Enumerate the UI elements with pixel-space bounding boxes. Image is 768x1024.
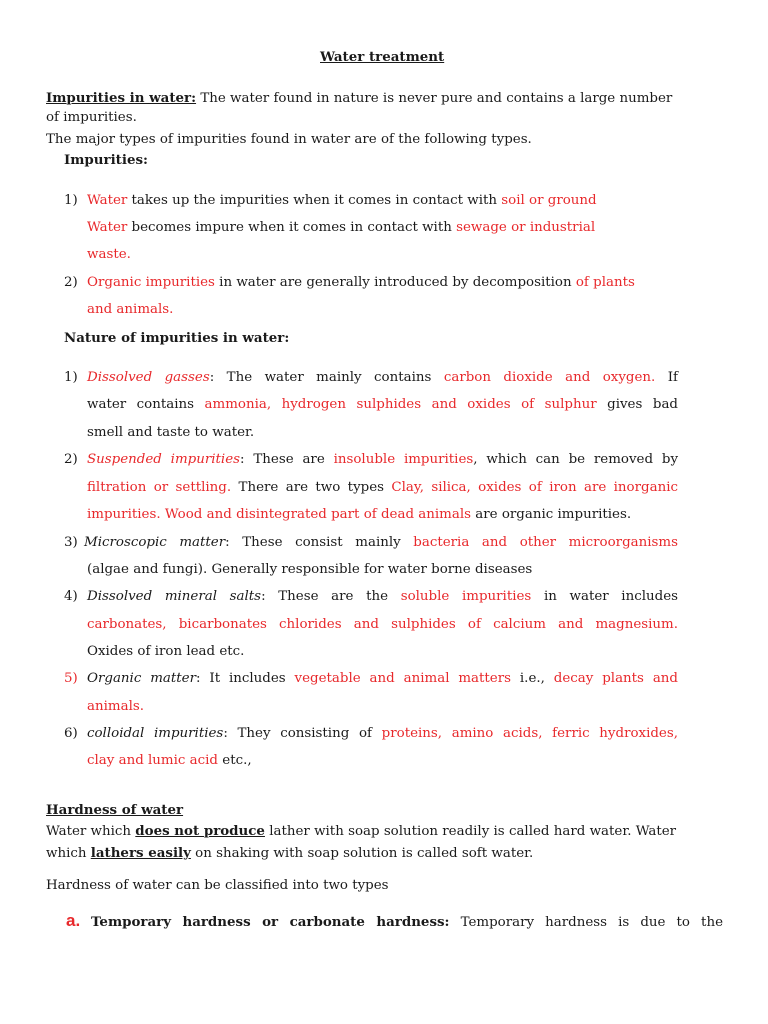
text-segment: (algae and fungi). Generally responsible for water borne diseases — [87, 562, 533, 577]
text-segment: : The water mainly contains — [209, 370, 444, 385]
text-segment: are organic impurities. — [471, 507, 632, 522]
impurity-1-line-1 — [87, 192, 597, 210]
text-segment: colloidal impurities — [87, 726, 224, 741]
text-segment: filtration or settling. — [87, 480, 232, 495]
text-segment: smell and taste to water. — [87, 425, 255, 440]
nature-2-line-1 — [87, 451, 678, 469]
text-segment: gives bad — [596, 397, 678, 412]
text-segment: soil or ground — [501, 193, 597, 208]
nature-3-line-2 — [87, 561, 532, 579]
text-segment: and animals. — [87, 302, 174, 317]
text-segment: in water includes — [531, 589, 678, 604]
text-segment: , which can be removed by — [473, 452, 679, 467]
hardness-line-2 — [46, 844, 533, 863]
text-segment: Dissolved mineral salts — [87, 589, 262, 604]
text-segment: soluble impurities — [400, 589, 532, 604]
text-segment: impurities. Wood and disintegrated part of dead animals — [87, 507, 472, 522]
text-segment: vegetable and animal matters — [294, 671, 512, 686]
text-segment: insoluble impurities — [333, 452, 474, 467]
hardness-emph-2: lathers easily — [90, 845, 191, 861]
hardness-text-2a: which — [46, 846, 91, 861]
nature-2-line-3 — [87, 506, 631, 524]
text-segment: waste. — [87, 247, 131, 262]
text-segment: bacteria and other microorganisms — [413, 535, 678, 550]
nature-3-number: 3) — [64, 535, 78, 550]
nature-1-line-3 — [87, 424, 254, 442]
nature-heading: Nature of impurities in water: — [64, 330, 290, 346]
text-segment: Suspended impurities — [87, 452, 241, 467]
text-segment: If — [655, 370, 678, 385]
impurities-heading: Impurities: — [64, 152, 148, 168]
text-segment: clay and lumic acid — [87, 753, 219, 768]
impurity-1-line-2 — [87, 219, 595, 237]
intro-line-2: of impurities. — [46, 110, 137, 125]
nature-4-line-2 — [87, 616, 678, 634]
hardness-a-line — [91, 913, 723, 932]
intro-line-1 — [46, 89, 672, 108]
text-segment: of plants — [575, 275, 635, 290]
nature-1-line-1 — [87, 369, 678, 387]
text-segment: animals. — [87, 699, 144, 714]
text-segment: Water — [87, 193, 128, 208]
nature-1-line-2 — [87, 396, 678, 414]
text-segment: Water — [87, 220, 128, 235]
text-segment: : These consist mainly — [225, 535, 414, 550]
nature-5-line-1 — [87, 670, 678, 688]
impurity-2-number: 2) — [64, 275, 78, 290]
nature-3-line-1 — [84, 534, 678, 552]
text-segment: i.e., — [511, 671, 554, 686]
hardness-a-title: Temporary hardness or carbonate hardness: — [91, 914, 450, 930]
hardness-text-2c: on shaking with soap solution is called soft water. — [190, 846, 534, 861]
page-title: Water treatment — [320, 49, 445, 65]
nature-5-number: 5) — [64, 671, 78, 686]
hardness-a-text: Temporary hardness is due to the — [449, 915, 723, 930]
text-segment: Oxides of iron lead etc. — [87, 644, 245, 659]
nature-6-number: 6) — [64, 726, 78, 741]
text-segment: Clay, silica, oxides of iron are inorganic — [391, 480, 678, 495]
hardness-emph-1: does not produce — [135, 823, 265, 839]
text-segment: : It includes — [196, 671, 295, 686]
nature-4-line-3 — [87, 643, 244, 661]
hardness-a-label: a. — [66, 911, 81, 930]
hardness-text-1a: Water which — [46, 824, 136, 839]
text-segment: ammonia, hydrogen sulphides and oxides of sulphur — [204, 397, 597, 412]
nature-4-number: 4) — [64, 589, 78, 604]
intro-heading: Impurities in water: — [46, 90, 197, 106]
nature-1-number: 1) — [64, 370, 78, 385]
text-segment: water contains — [87, 397, 205, 412]
text-segment: proteins, amino acids, ferric hydroxides, — [381, 726, 678, 741]
nature-2-number: 2) — [64, 452, 78, 467]
text-segment: : These are the — [261, 589, 401, 604]
text-segment: carbon dioxide and oxygen. — [443, 370, 656, 385]
text-segment: Dissolved gasses — [87, 370, 210, 385]
text-segment: Microscopic matter — [84, 535, 226, 550]
nature-6-line-1 — [87, 725, 678, 743]
text-segment: Organic impurities — [87, 275, 215, 290]
text-segment: sewage or industrial — [456, 220, 596, 235]
impurity-1-line-3 — [87, 246, 131, 264]
impurity-1-number: 1) — [64, 193, 78, 208]
nature-5-line-2 — [87, 698, 144, 716]
impurity-2-line-2 — [87, 301, 173, 319]
text-segment: in water are generally introduced by decomposition — [214, 275, 576, 290]
intro-line-3: The major types of impurities found in water are of the following types. — [46, 132, 532, 147]
hardness-line-3: Hardness of water can be classified into two types — [46, 878, 389, 893]
intro-text-1: The water found in nature is never pure and contains a large number — [196, 91, 673, 106]
text-segment: etc., — [218, 753, 252, 768]
text-segment: : They consisting of — [223, 726, 382, 741]
text-segment: : These are — [240, 452, 334, 467]
text-segment: becomes impure when it comes in contact with — [127, 220, 457, 235]
text-segment: Organic matter — [87, 671, 196, 686]
text-segment: There are two types — [231, 480, 392, 495]
hardness-line-1 — [46, 822, 676, 841]
hardness-heading: Hardness of water — [46, 802, 184, 818]
impurity-2-line-1 — [87, 274, 635, 292]
hardness-text-1c: lather with soap solution readily is called hard water. Water — [264, 824, 677, 839]
nature-6-line-2 — [87, 752, 252, 770]
text-segment: carbonates, bicarbonates chlorides and sulphides of calcium and magnesium. — [87, 617, 678, 632]
text-segment: takes up the impurities when it comes in contact with — [127, 193, 502, 208]
nature-4-line-1 — [87, 588, 678, 606]
nature-2-line-2 — [87, 479, 678, 497]
text-segment: decay plants and — [553, 671, 678, 686]
